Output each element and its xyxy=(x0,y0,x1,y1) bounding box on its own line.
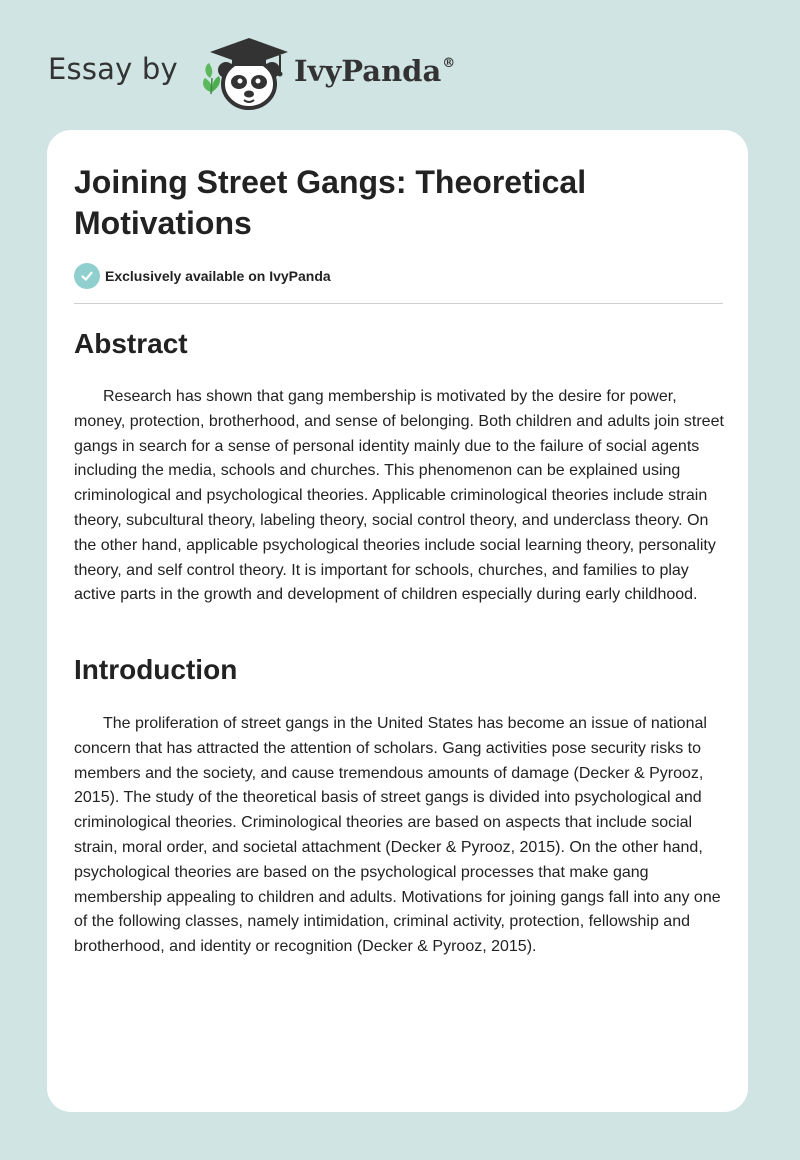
introduction-paragraph: The proliferation of street gangs in the United States has become an issue of national concern that has attracted the attention of scholars. Gang activities pose security risks to members and the society, and cause tremendous amounts of damage (Decker & Pyrooz, 2015). The study of the theoretical basis of street gangs is divided into psychological and criminological theories. Criminological theories are based on aspects that include social strain, moral order, and societal attachment (Decker & Pyrooz, 2015). On the other hand, psychological theories are based on the psychological processes that make gang membership appealing to children and adults. Motivations for joining gangs fall into any one of the following classes, namely intimidation, criminal activity, protection, fellowship and brotherhood, and identity or recognition (Decker & Pyrooz, 2015). xyxy=(74,715,721,956)
exclusive-badge xyxy=(74,263,331,289)
divider xyxy=(74,303,723,304)
check-badge-icon xyxy=(74,263,100,289)
site-header xyxy=(48,34,508,114)
abstract-heading: Abstract xyxy=(74,328,188,359)
introduction-heading: Introduction xyxy=(74,654,238,685)
page-title: Joining Street Gangs: Theoretical Motivations xyxy=(74,164,587,241)
abstract-paragraph: Research has shown that gang membership is motivated by the desire for power, money, protection, brotherhood, and sense of belonging. Both children and adults join street gangs in search for a sense of personal identity mainly due to the failure of social agents including the media, schools and churches. This phenomenon can be explained using criminological and psychological theories. Applicable criminological theories include strain theory, subcultural theory, labeling theory, social control theory, and underclass theory. On the other hand, applicable psychological theories include social learning theory, personality theory, and self control theory. It is important for schools, churches, and families to play active parts in the growth and development of children especially during early childhood. xyxy=(74,388,724,604)
trademark-symbol: ® xyxy=(442,56,456,71)
article-card xyxy=(47,130,748,1112)
ivy-leaf-icon xyxy=(203,63,220,94)
essay-by-label: Essay by xyxy=(48,52,178,86)
brand-name[interactable]: IvyPanda® xyxy=(294,54,456,88)
exclusive-label: Exclusively available on IvyPanda xyxy=(105,268,331,284)
panda-logo-icon[interactable] xyxy=(200,34,296,110)
